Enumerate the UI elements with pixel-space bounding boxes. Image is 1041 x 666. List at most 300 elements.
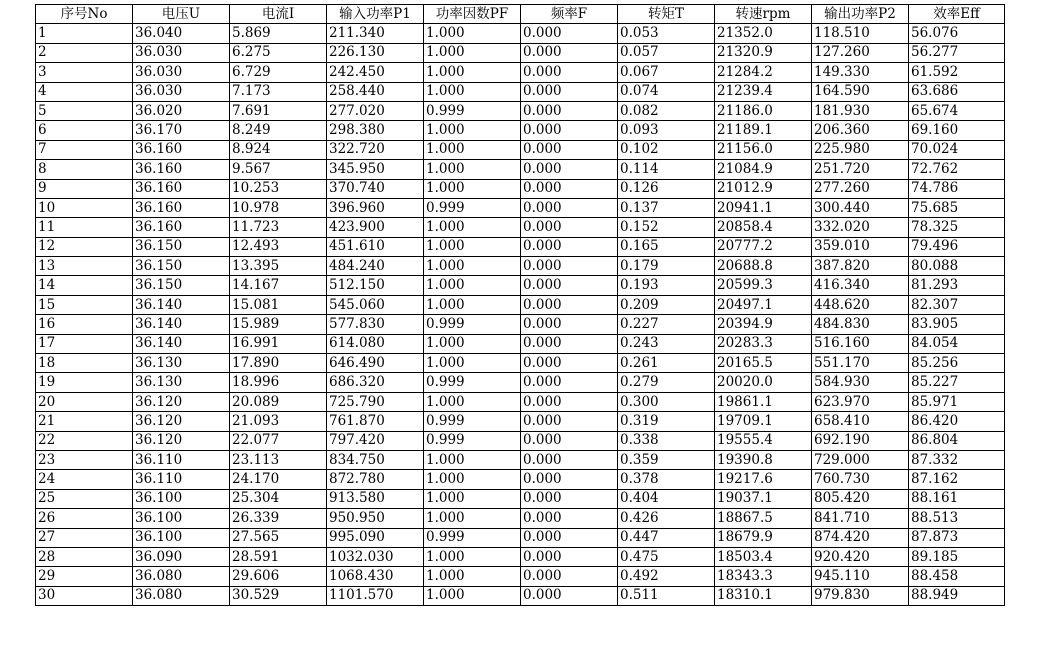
cell-efficiency: 78.325 xyxy=(909,218,1005,237)
cell-torque: 0.492 xyxy=(618,567,715,586)
cell-voltage: 36.140 xyxy=(133,334,230,353)
cell-voltage: 36.160 xyxy=(133,179,230,198)
cell-output-power: 945.110 xyxy=(812,567,909,586)
cell-speed: 19709.1 xyxy=(715,412,812,431)
cell-voltage: 36.120 xyxy=(133,412,230,431)
cell-no: 13 xyxy=(36,257,133,276)
cell-current: 8.249 xyxy=(230,121,327,140)
cell-input-power: 797.420 xyxy=(327,431,424,450)
cell-voltage: 36.120 xyxy=(133,392,230,411)
column-header-torque: 转矩T xyxy=(618,5,715,24)
cell-voltage: 36.030 xyxy=(133,63,230,82)
cell-efficiency: 75.685 xyxy=(909,198,1005,217)
cell-no: 14 xyxy=(36,276,133,295)
cell-torque: 0.165 xyxy=(618,237,715,256)
cell-no: 24 xyxy=(36,470,133,489)
cell-no: 5 xyxy=(36,101,133,120)
cell-voltage: 36.150 xyxy=(133,257,230,276)
cell-speed: 20020.0 xyxy=(715,373,812,392)
cell-torque: 0.227 xyxy=(618,315,715,334)
cell-torque: 0.475 xyxy=(618,547,715,566)
cell-current: 20.089 xyxy=(230,392,327,411)
cell-no: 25 xyxy=(36,489,133,508)
cell-output-power: 920.420 xyxy=(812,547,909,566)
table-row xyxy=(36,392,1005,411)
column-header-speed: 转速rpm xyxy=(715,5,812,24)
cell-no: 7 xyxy=(36,140,133,159)
cell-output-power: 979.830 xyxy=(812,586,909,605)
cell-torque: 0.359 xyxy=(618,450,715,469)
cell-torque: 0.243 xyxy=(618,334,715,353)
cell-voltage: 36.080 xyxy=(133,586,230,605)
cell-no: 4 xyxy=(36,82,133,101)
cell-current: 12.493 xyxy=(230,237,327,256)
cell-no: 20 xyxy=(36,392,133,411)
column-header-power-factor: 功率因数PF xyxy=(424,5,521,24)
cell-current: 10.978 xyxy=(230,198,327,217)
table-row xyxy=(36,354,1005,373)
cell-input-power: 423.900 xyxy=(327,218,424,237)
cell-power-factor: 1.000 xyxy=(424,586,521,605)
cell-no: 17 xyxy=(36,334,133,353)
cell-frequency: 0.000 xyxy=(521,295,618,314)
cell-output-power: 874.420 xyxy=(812,528,909,547)
header-row xyxy=(36,5,1005,24)
cell-efficiency: 63.686 xyxy=(909,82,1005,101)
cell-voltage: 36.110 xyxy=(133,470,230,489)
cell-efficiency: 85.256 xyxy=(909,354,1005,373)
table-row xyxy=(36,237,1005,256)
cell-power-factor: 1.000 xyxy=(424,140,521,159)
cell-no: 15 xyxy=(36,295,133,314)
cell-current: 29.606 xyxy=(230,567,327,586)
cell-voltage: 36.100 xyxy=(133,489,230,508)
cell-current: 23.113 xyxy=(230,450,327,469)
cell-power-factor: 0.999 xyxy=(424,198,521,217)
cell-power-factor: 1.000 xyxy=(424,121,521,140)
cell-voltage: 36.150 xyxy=(133,276,230,295)
cell-efficiency: 87.332 xyxy=(909,450,1005,469)
cell-voltage: 36.140 xyxy=(133,295,230,314)
cell-torque: 0.209 xyxy=(618,295,715,314)
cell-output-power: 805.420 xyxy=(812,489,909,508)
cell-current: 21.093 xyxy=(230,412,327,431)
column-header-efficiency: 效率Eff xyxy=(909,5,1005,24)
cell-input-power: 1032.030 xyxy=(327,547,424,566)
cell-no: 8 xyxy=(36,160,133,179)
cell-no: 18 xyxy=(36,354,133,373)
cell-efficiency: 72.762 xyxy=(909,160,1005,179)
cell-voltage: 36.090 xyxy=(133,547,230,566)
cell-torque: 0.067 xyxy=(618,63,715,82)
cell-frequency: 0.000 xyxy=(521,82,618,101)
cell-current: 30.529 xyxy=(230,586,327,605)
cell-voltage: 36.100 xyxy=(133,528,230,547)
table-row xyxy=(36,218,1005,237)
cell-voltage: 36.160 xyxy=(133,160,230,179)
cell-efficiency: 82.307 xyxy=(909,295,1005,314)
cell-speed: 20283.3 xyxy=(715,334,812,353)
cell-input-power: 725.790 xyxy=(327,392,424,411)
cell-power-factor: 1.000 xyxy=(424,354,521,373)
cell-output-power: 841.710 xyxy=(812,509,909,528)
cell-torque: 0.126 xyxy=(618,179,715,198)
cell-torque: 0.057 xyxy=(618,43,715,62)
cell-torque: 0.093 xyxy=(618,121,715,140)
cell-frequency: 0.000 xyxy=(521,528,618,547)
cell-efficiency: 88.513 xyxy=(909,509,1005,528)
cell-no: 29 xyxy=(36,567,133,586)
cell-frequency: 0.000 xyxy=(521,547,618,566)
cell-output-power: 416.340 xyxy=(812,276,909,295)
cell-current: 5.869 xyxy=(230,24,327,43)
cell-frequency: 0.000 xyxy=(521,179,618,198)
cell-torque: 0.114 xyxy=(618,160,715,179)
cell-efficiency: 87.873 xyxy=(909,528,1005,547)
cell-efficiency: 79.496 xyxy=(909,237,1005,256)
cell-input-power: 872.780 xyxy=(327,470,424,489)
cell-input-power: 834.750 xyxy=(327,450,424,469)
cell-input-power: 686.320 xyxy=(327,373,424,392)
cell-current: 6.275 xyxy=(230,43,327,62)
column-header-output-power: 输出功率P2 xyxy=(812,5,909,24)
cell-input-power: 258.440 xyxy=(327,82,424,101)
cell-no: 21 xyxy=(36,412,133,431)
cell-frequency: 0.000 xyxy=(521,567,618,586)
cell-frequency: 0.000 xyxy=(521,373,618,392)
cell-input-power: 370.740 xyxy=(327,179,424,198)
cell-output-power: 387.820 xyxy=(812,257,909,276)
cell-frequency: 0.000 xyxy=(521,315,618,334)
cell-frequency: 0.000 xyxy=(521,198,618,217)
cell-power-factor: 0.999 xyxy=(424,528,521,547)
cell-output-power: 729.000 xyxy=(812,450,909,469)
cell-current: 10.253 xyxy=(230,179,327,198)
cell-speed: 18679.9 xyxy=(715,528,812,547)
table-row xyxy=(36,160,1005,179)
cell-no: 12 xyxy=(36,237,133,256)
table-body xyxy=(36,24,1005,606)
cell-power-factor: 1.000 xyxy=(424,237,521,256)
cell-output-power: 164.590 xyxy=(812,82,909,101)
cell-power-factor: 1.000 xyxy=(424,82,521,101)
cell-power-factor: 1.000 xyxy=(424,567,521,586)
cell-output-power: 584.930 xyxy=(812,373,909,392)
cell-frequency: 0.000 xyxy=(521,586,618,605)
cell-speed: 21320.9 xyxy=(715,43,812,62)
cell-power-factor: 1.000 xyxy=(424,489,521,508)
cell-efficiency: 88.949 xyxy=(909,586,1005,605)
cell-output-power: 127.260 xyxy=(812,43,909,62)
cell-speed: 20858.4 xyxy=(715,218,812,237)
cell-speed: 21156.0 xyxy=(715,140,812,159)
cell-input-power: 277.020 xyxy=(327,101,424,120)
cell-output-power: 251.720 xyxy=(812,160,909,179)
cell-efficiency: 86.804 xyxy=(909,431,1005,450)
table-row xyxy=(36,509,1005,528)
cell-input-power: 226.130 xyxy=(327,43,424,62)
cell-voltage: 36.120 xyxy=(133,431,230,450)
cell-efficiency: 80.088 xyxy=(909,257,1005,276)
cell-output-power: 181.930 xyxy=(812,101,909,120)
table-row xyxy=(36,276,1005,295)
table-row xyxy=(36,121,1005,140)
table-row xyxy=(36,450,1005,469)
cell-speed: 21084.9 xyxy=(715,160,812,179)
cell-frequency: 0.000 xyxy=(521,431,618,450)
cell-current: 7.691 xyxy=(230,101,327,120)
cell-speed: 21352.0 xyxy=(715,24,812,43)
cell-voltage: 36.170 xyxy=(133,121,230,140)
cell-no: 27 xyxy=(36,528,133,547)
cell-no: 19 xyxy=(36,373,133,392)
cell-torque: 0.378 xyxy=(618,470,715,489)
cell-power-factor: 1.000 xyxy=(424,470,521,489)
motor-test-sheet xyxy=(35,4,1005,606)
cell-efficiency: 74.786 xyxy=(909,179,1005,198)
cell-no: 1 xyxy=(36,24,133,43)
cell-torque: 0.053 xyxy=(618,24,715,43)
cell-speed: 19390.8 xyxy=(715,450,812,469)
cell-input-power: 345.950 xyxy=(327,160,424,179)
cell-torque: 0.426 xyxy=(618,509,715,528)
cell-current: 25.304 xyxy=(230,489,327,508)
cell-current: 8.924 xyxy=(230,140,327,159)
cell-current: 13.395 xyxy=(230,257,327,276)
cell-frequency: 0.000 xyxy=(521,392,618,411)
cell-efficiency: 65.674 xyxy=(909,101,1005,120)
cell-output-power: 300.440 xyxy=(812,198,909,217)
table-row xyxy=(36,489,1005,508)
cell-power-factor: 1.000 xyxy=(424,334,521,353)
cell-speed: 19861.1 xyxy=(715,392,812,411)
cell-torque: 0.137 xyxy=(618,198,715,217)
cell-efficiency: 88.458 xyxy=(909,567,1005,586)
cell-power-factor: 1.000 xyxy=(424,24,521,43)
table-row xyxy=(36,82,1005,101)
cell-frequency: 0.000 xyxy=(521,509,618,528)
cell-speed: 19555.4 xyxy=(715,431,812,450)
cell-voltage: 36.110 xyxy=(133,450,230,469)
cell-voltage: 36.130 xyxy=(133,373,230,392)
cell-power-factor: 0.999 xyxy=(424,101,521,120)
cell-output-power: 448.620 xyxy=(812,295,909,314)
cell-torque: 0.338 xyxy=(618,431,715,450)
cell-power-factor: 1.000 xyxy=(424,295,521,314)
cell-frequency: 0.000 xyxy=(521,160,618,179)
table-row xyxy=(36,334,1005,353)
cell-efficiency: 85.227 xyxy=(909,373,1005,392)
cell-output-power: 484.830 xyxy=(812,315,909,334)
cell-speed: 20688.8 xyxy=(715,257,812,276)
cell-efficiency: 87.162 xyxy=(909,470,1005,489)
cell-power-factor: 1.000 xyxy=(424,257,521,276)
table-row xyxy=(36,43,1005,62)
cell-voltage: 36.080 xyxy=(133,567,230,586)
cell-input-power: 577.830 xyxy=(327,315,424,334)
table-row xyxy=(36,528,1005,547)
cell-frequency: 0.000 xyxy=(521,489,618,508)
cell-torque: 0.179 xyxy=(618,257,715,276)
table-row xyxy=(36,101,1005,120)
cell-input-power: 512.150 xyxy=(327,276,424,295)
cell-input-power: 322.720 xyxy=(327,140,424,159)
cell-power-factor: 0.999 xyxy=(424,431,521,450)
cell-power-factor: 1.000 xyxy=(424,43,521,62)
cell-efficiency: 89.185 xyxy=(909,547,1005,566)
cell-current: 9.567 xyxy=(230,160,327,179)
cell-speed: 19217.6 xyxy=(715,470,812,489)
cell-output-power: 225.980 xyxy=(812,140,909,159)
table-row xyxy=(36,373,1005,392)
column-header-input-power: 输入功率P1 xyxy=(327,5,424,24)
cell-voltage: 36.160 xyxy=(133,140,230,159)
cell-frequency: 0.000 xyxy=(521,24,618,43)
cell-power-factor: 0.999 xyxy=(424,315,521,334)
cell-frequency: 0.000 xyxy=(521,354,618,373)
cell-speed: 18343.3 xyxy=(715,567,812,586)
table-row xyxy=(36,140,1005,159)
cell-speed: 20497.1 xyxy=(715,295,812,314)
cell-power-factor: 1.000 xyxy=(424,392,521,411)
cell-output-power: 277.260 xyxy=(812,179,909,198)
cell-power-factor: 1.000 xyxy=(424,160,521,179)
cell-input-power: 545.060 xyxy=(327,295,424,314)
cell-torque: 0.404 xyxy=(618,489,715,508)
cell-input-power: 1101.570 xyxy=(327,586,424,605)
cell-no: 9 xyxy=(36,179,133,198)
table-row xyxy=(36,198,1005,217)
cell-output-power: 118.510 xyxy=(812,24,909,43)
cell-torque: 0.074 xyxy=(618,82,715,101)
table-row xyxy=(36,412,1005,431)
cell-output-power: 206.360 xyxy=(812,121,909,140)
cell-no: 30 xyxy=(36,586,133,605)
cell-efficiency: 88.161 xyxy=(909,489,1005,508)
cell-input-power: 1068.430 xyxy=(327,567,424,586)
cell-power-factor: 1.000 xyxy=(424,179,521,198)
cell-no: 2 xyxy=(36,43,133,62)
cell-no: 11 xyxy=(36,218,133,237)
cell-frequency: 0.000 xyxy=(521,412,618,431)
cell-input-power: 913.580 xyxy=(327,489,424,508)
cell-no: 26 xyxy=(36,509,133,528)
cell-torque: 0.082 xyxy=(618,101,715,120)
cell-current: 26.339 xyxy=(230,509,327,528)
cell-power-factor: 1.000 xyxy=(424,509,521,528)
cell-output-power: 149.330 xyxy=(812,63,909,82)
cell-output-power: 658.410 xyxy=(812,412,909,431)
cell-torque: 0.102 xyxy=(618,140,715,159)
cell-speed: 21186.0 xyxy=(715,101,812,120)
cell-current: 6.729 xyxy=(230,63,327,82)
table-row xyxy=(36,470,1005,489)
cell-input-power: 646.490 xyxy=(327,354,424,373)
table-row xyxy=(36,295,1005,314)
cell-voltage: 36.150 xyxy=(133,237,230,256)
cell-input-power: 950.950 xyxy=(327,509,424,528)
cell-output-power: 692.190 xyxy=(812,431,909,450)
cell-current: 18.996 xyxy=(230,373,327,392)
table-row xyxy=(36,63,1005,82)
cell-voltage: 36.130 xyxy=(133,354,230,373)
cell-power-factor: 1.000 xyxy=(424,218,521,237)
table-row xyxy=(36,567,1005,586)
table-row xyxy=(36,431,1005,450)
cell-input-power: 761.870 xyxy=(327,412,424,431)
cell-voltage: 36.030 xyxy=(133,82,230,101)
cell-current: 22.077 xyxy=(230,431,327,450)
cell-output-power: 623.970 xyxy=(812,392,909,411)
cell-input-power: 484.240 xyxy=(327,257,424,276)
cell-current: 15.081 xyxy=(230,295,327,314)
table-row xyxy=(36,24,1005,43)
cell-speed: 21239.4 xyxy=(715,82,812,101)
cell-speed: 18310.1 xyxy=(715,586,812,605)
cell-torque: 0.279 xyxy=(618,373,715,392)
cell-torque: 0.152 xyxy=(618,218,715,237)
cell-output-power: 551.170 xyxy=(812,354,909,373)
cell-output-power: 332.020 xyxy=(812,218,909,237)
cell-voltage: 36.030 xyxy=(133,43,230,62)
cell-speed: 20777.2 xyxy=(715,237,812,256)
cell-frequency: 0.000 xyxy=(521,140,618,159)
cell-efficiency: 69.160 xyxy=(909,121,1005,140)
cell-current: 11.723 xyxy=(230,218,327,237)
cell-no: 16 xyxy=(36,315,133,334)
cell-speed: 18503.4 xyxy=(715,547,812,566)
cell-no: 22 xyxy=(36,431,133,450)
cell-current: 17.890 xyxy=(230,354,327,373)
cell-power-factor: 1.000 xyxy=(424,450,521,469)
cell-voltage: 36.160 xyxy=(133,218,230,237)
cell-current: 28.591 xyxy=(230,547,327,566)
cell-no: 28 xyxy=(36,547,133,566)
cell-input-power: 614.080 xyxy=(327,334,424,353)
cell-frequency: 0.000 xyxy=(521,121,618,140)
cell-torque: 0.193 xyxy=(618,276,715,295)
cell-power-factor: 1.000 xyxy=(424,63,521,82)
cell-speed: 21189.1 xyxy=(715,121,812,140)
table-row xyxy=(36,315,1005,334)
cell-speed: 20165.5 xyxy=(715,354,812,373)
cell-torque: 0.261 xyxy=(618,354,715,373)
table-row xyxy=(36,586,1005,605)
cell-speed: 20941.1 xyxy=(715,198,812,217)
cell-efficiency: 86.420 xyxy=(909,412,1005,431)
cell-input-power: 396.960 xyxy=(327,198,424,217)
cell-frequency: 0.000 xyxy=(521,257,618,276)
cell-frequency: 0.000 xyxy=(521,237,618,256)
cell-voltage: 36.140 xyxy=(133,315,230,334)
cell-frequency: 0.000 xyxy=(521,43,618,62)
table-row xyxy=(36,257,1005,276)
cell-input-power: 298.380 xyxy=(327,121,424,140)
cell-efficiency: 81.293 xyxy=(909,276,1005,295)
cell-torque: 0.447 xyxy=(618,528,715,547)
cell-speed: 19037.1 xyxy=(715,489,812,508)
cell-efficiency: 84.054 xyxy=(909,334,1005,353)
column-header-current: 电流I xyxy=(230,5,327,24)
cell-speed: 20394.9 xyxy=(715,315,812,334)
cell-input-power: 211.340 xyxy=(327,24,424,43)
cell-frequency: 0.000 xyxy=(521,470,618,489)
cell-output-power: 516.160 xyxy=(812,334,909,353)
cell-current: 16.991 xyxy=(230,334,327,353)
cell-efficiency: 56.277 xyxy=(909,43,1005,62)
cell-efficiency: 83.905 xyxy=(909,315,1005,334)
cell-torque: 0.511 xyxy=(618,586,715,605)
